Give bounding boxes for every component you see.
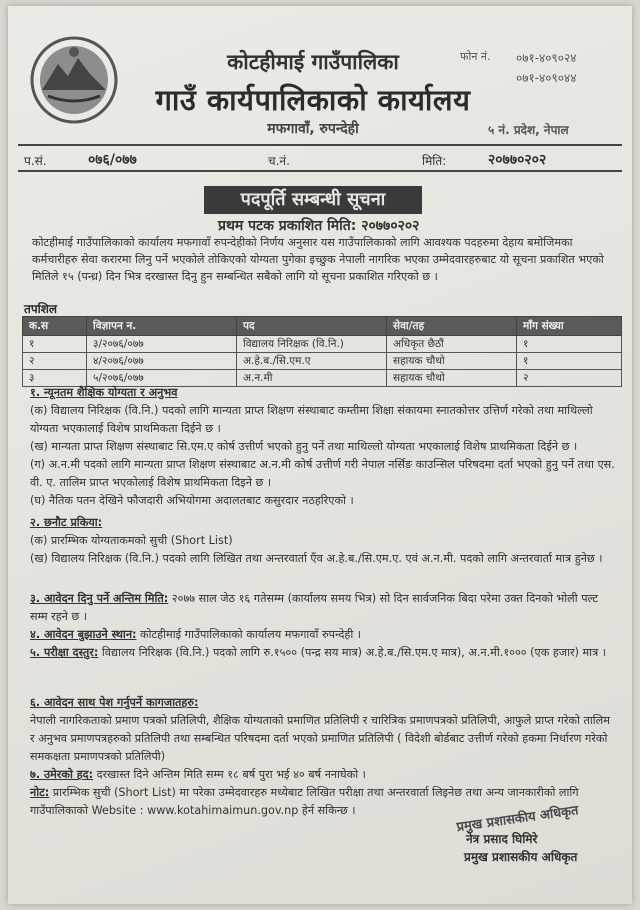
reference-bar (18, 144, 622, 172)
paragraph: (क) प्रारम्भिक योग्यताकमको सुची (Short List) (30, 534, 233, 547)
dispatch-label: च.नं. (268, 154, 290, 168)
section-exam-fee (30, 644, 618, 662)
paragraph: नेपाली नागरिकताको प्रमाण पत्रको प्रतिलिपी, शैक्षिक योग्यताको प्रमाणित प्रतिलिपी र चारित्रिक प्रमाणपत्रको प्रतिलिपी, आफुले प्राप्त गरेको तालिम र अनुभव प्रमाणपत्रहरुको प्रतिलिपी तथा सम्बन्धित परिषदमा दर्ता भएको प्रमाणित प्रतिलिपी ( विदेशी बोर्डबाट उत्तीर्ण गरेको हकमा निर्धारण गरेको समकक्षता प्रमाणपत्रको प्रतिलिपी) (30, 714, 610, 763)
cell: २ (23, 353, 87, 370)
paragraph: (ख) मान्यता प्राप्त शिक्षण संस्थाबाट सि.एम.ए कोर्ष उत्तीर्ण भएको हुनु पर्ने तथा माथिल्लो योग्यता भएकालाई विशेष प्राथमिकता दिईने छ । (30, 440, 578, 453)
office-title: गाउँ कार्यपालिकाको कार्यालय (155, 83, 471, 117)
cell: ४/२०७६/०७७ (87, 353, 237, 370)
cell: १ (517, 353, 622, 370)
col-service-level: सेवा/तह (387, 317, 517, 336)
paragraph: विद्यालय निरिक्षक (वि.नि.) पदको लागि रु.१५०० (पन्द्र सय मात्र) अ.हे.ब./सि.एम.ए मात्र), अ.न.मी.१००० (एक हजार) मात्र । (98, 646, 607, 659)
cell: २ (517, 370, 622, 387)
paragraph: प्रारम्भिक सुची (Short List) मा परेका उम्मेदवारहरु मध्येबाट लिखित परीक्षा तथा अन्तरवार्ता लिइनेछ तथा अन्य जानकारीको लागि गाउँपालिकाको Website : www.kotahimaimun.gov.np हेर्न सकिन्छ । (30, 786, 579, 817)
paragraph: (क) विद्यालय निरिक्षक (वि.नि.) पदको लागि मान्यता प्राप्त शिक्षण संस्थाबाट कम्तीमा शिक्षा संकायमा स्नातकोत्तर उत्तिर्ण गरेको तथा माथिल्लो योग्यता भएकालाई विशेष प्राथमिकता दिईने छ । (30, 404, 593, 435)
col-serial: क.स (23, 317, 87, 336)
cell: अ.हे.ब./सि.एम.ए (237, 353, 387, 370)
cell: ५/२०७६/०७७ (87, 370, 237, 387)
phone-number-2: ०७१-४०९०४४ (516, 71, 577, 85)
cell: सहायक चौथो (387, 353, 517, 370)
office-name: कोटहीमाई गाउँपालिका (227, 50, 399, 74)
section-qualification (30, 384, 618, 510)
paragraph: (घ) नैतिक पतन देखिने फौजदारी अभियोगमा अदालतबाट कसुरदार नठहरिएको । (30, 494, 354, 507)
phone-label: फोन नं. (460, 50, 491, 63)
paragraph: (ग) अ.न.मी पदको लागि मान्यता प्राप्त शिक्षण संस्थाबाट अ.न.मी कोर्ष उत्तीर्ण गरी नेपाल नर्सिङ काउन्सिल परिषदमा दर्ता भएको हुनु पर्ने तथा एस. वी. ए. तालिम प्राप्त भएकोलाई विशेष प्राथमिकता दिइने छ । (30, 458, 615, 489)
notice-title: पदपूर्ति सम्बन्धी सूचना (204, 186, 422, 214)
section-selection (30, 514, 618, 568)
cell: अधिकृत छैठौं (387, 336, 517, 353)
section-title: १. न्यूनतम शैक्षिक योग्यता र अनुभव (30, 386, 178, 399)
date-value: २०७७०२०२ (488, 152, 547, 168)
cell: अ.न.मी (237, 370, 387, 387)
date-label: मिति: (422, 154, 447, 168)
published-date: प्रथम पटक प्रकाशित मिति: २०७७०२०२ (218, 218, 420, 234)
cell: १ (517, 336, 622, 353)
section-documents (30, 694, 618, 766)
signatory-title: प्रमुख प्रशासकीय अधिकृत (464, 850, 578, 864)
office-location: मफगावाँ, रुपन्देही (267, 121, 359, 137)
table-row (23, 336, 622, 353)
section-title: ६. आवेदन साथ पेश गर्नुपर्ने कागजातहरु: (30, 696, 199, 709)
cell: १ (23, 336, 87, 353)
section-title: ७. उमेरको हद: (30, 768, 94, 781)
official-stamp: प्रमुख प्रशासकीय अधिकृत (455, 803, 580, 836)
table-header-row (23, 317, 622, 336)
phone-number-1: ०७१-४०९०२४ (516, 51, 577, 65)
nepal-emblem-icon (28, 34, 120, 126)
cell: सहायक चौथो (387, 370, 517, 387)
section-title: ५. परीक्षा दस्तुर: (30, 646, 99, 659)
ref-label: प.सं. (24, 154, 47, 168)
notice-intro: कोटहीमाई गाउँपालिकाको कार्यालय मफगावाँ रुपन्देहीको निर्णय अनुसार यस गाउँपालिकाको लागि आवश्यक पदहरुमा देहाय बमोजिमका कर्मचारीहरु सेवा करारमा लिनु पर्ने भएकोले तोकिएको योग्यता पुगेका इच्छुक नेपाली नागरिक भएका उम्मेदवारहरुबाट यो सूचना प्रकाशित भएको मितिले १५ (पन्ध्र) दिन भित्र दरखास्त दिनु हुन सम्बन्धित सबैको लागि यो सूचना प्रकाशित गरिएको छ । (32, 236, 604, 283)
section-age-limit (30, 766, 618, 784)
notice-page (8, 6, 632, 904)
ref-value: ०७६/०७७ (88, 152, 137, 168)
province: ५ नं. प्रदेश, नेपाल (488, 123, 569, 137)
section-submission-place (30, 626, 618, 644)
signatory-name: नेत्र प्रसाद घिमिरे (466, 832, 538, 846)
note-title: नोट: (30, 786, 50, 799)
col-demand: माँग संख्या (517, 317, 622, 336)
vacancy-table (22, 316, 622, 387)
paragraph: २०७७ साल जेठ १६ गतेसम्म (कार्यालय समय भित्र) सो दिन सार्वजनिक बिदा परेमा उक्त दिनको भोली पल्ट सम्म रहने छ । (30, 592, 599, 623)
paragraph: कोटहीमाई गाउँपालिकाको कार्यालय मफगावाँ रुपन्देही । (136, 628, 362, 641)
col-post: पद (237, 317, 387, 336)
paragraph: (ख) विद्यालय निरिक्षक (वि.नि.) पदको लागि लिखित तथा अन्तरवार्ता एँव अ.हे.ब./सि.एम.ए. एवं अ.न.मी. पदको लागि अन्तरवार्ता मात्र हुनेछ । (30, 552, 603, 565)
section-deadline (30, 590, 618, 626)
table-row (23, 353, 622, 370)
details-label: तपशिल (24, 302, 58, 316)
cell: ३ (23, 370, 87, 387)
cell: विद्यालय निरिक्षक (वि.नि.) (237, 336, 387, 353)
paragraph: दरखास्त दिने अन्तिम मिति सम्म १८ बर्ष पुरा भई ४० बर्ष ननाघेको । (93, 768, 366, 781)
section-title: २. छनौट प्रकिया: (30, 516, 103, 529)
section-title: ३. आवेदन दिनु पर्ने अन्तिम मिति: (30, 592, 169, 605)
cell: ३/२०७६/०७७ (87, 336, 237, 353)
section-title: ४. आवेदन बुझाउने स्थान: (30, 628, 137, 641)
col-ad-number: विज्ञापन न. (87, 317, 237, 336)
